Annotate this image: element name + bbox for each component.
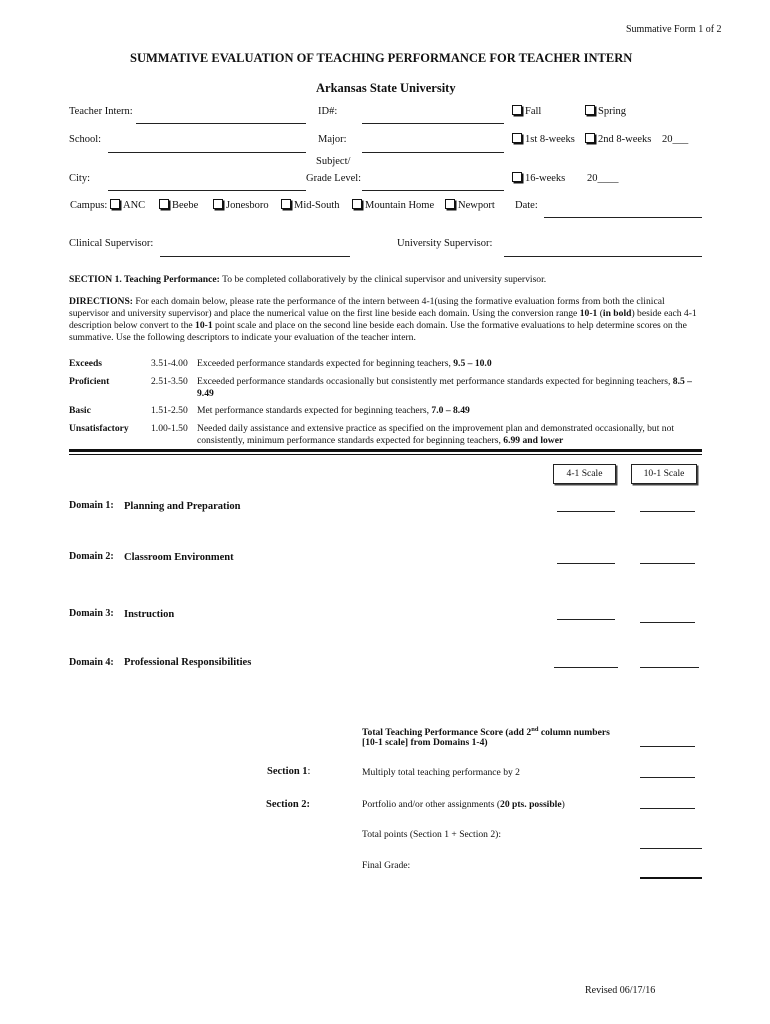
level-label: Exceeds	[69, 358, 103, 369]
subject-grade-field[interactable]	[362, 190, 504, 191]
directions-paragraph	[69, 296, 705, 344]
spring-checkbox[interactable]	[585, 105, 626, 117]
section1-heading-bold: SECTION 1. Teaching Performance:	[69, 274, 220, 285]
id-label: ID#:	[318, 106, 338, 117]
level-description	[197, 405, 705, 417]
subject-label: Subject/	[316, 156, 351, 167]
campus-anc-label: ANC	[123, 200, 146, 211]
fall-checkbox[interactable]	[512, 105, 541, 117]
portfolio-text-a: Portfolio and/or other assignments (	[362, 799, 501, 810]
total-score-text-a: Total Teaching Performance Score (add 2	[362, 727, 532, 739]
level-desc-text: Exceeded performance standards occasionally but consistently met performance standards expected for beginning teachers,	[197, 376, 673, 387]
directions-text-g: point scale and place on the second line beside each domain. Use the formative evaluations to help determine scores on the summative. Use the following descriptors to indicate your evaluation of the teacher intern.	[69, 320, 687, 343]
domain-4-score-4[interactable]	[554, 667, 618, 668]
total-points-label: Total points (Section 1 + Section 2):	[362, 829, 502, 840]
portfolio-text-b: 20 pts. possible	[500, 799, 562, 810]
sixteen-weeks-label: 16-weeks	[525, 173, 566, 184]
section1-label-colon: :	[307, 766, 311, 777]
scale-10-1-header: 10-1 Scale	[631, 464, 697, 484]
level-proficient	[69, 376, 709, 402]
teacher-intern-field[interactable]	[136, 123, 306, 124]
sixteen-weeks-checkbox[interactable]	[512, 172, 565, 184]
level-description	[197, 423, 705, 447]
section-divider	[69, 449, 702, 452]
fall-checkbox-box[interactable]	[512, 105, 522, 115]
domain-2-score-10[interactable]	[640, 563, 695, 564]
multiply-label: Multiply total teaching performance by 2	[362, 767, 520, 778]
second-8-weeks-box[interactable]	[585, 133, 595, 143]
campus-midsouth-box[interactable]	[281, 199, 291, 209]
total-score-field[interactable]	[640, 746, 695, 747]
portfolio-label	[362, 799, 565, 811]
date-label: Date:	[515, 200, 538, 211]
first-8-weeks-label: 1st 8-weeks	[525, 134, 575, 145]
directions-text-e: ) beside each 4-1 description below convert to the	[69, 308, 697, 331]
domain-1-label: Domain 1:	[69, 500, 114, 511]
directions-text-f: 10-1	[195, 320, 213, 331]
total-score-label-line2: [10-1 scale] from Domains 1-4)	[362, 737, 488, 748]
level-label: Proficient	[69, 376, 110, 387]
level-range: 3.51-4.00	[151, 358, 188, 369]
level-desc-bold: 9.5 – 10.0	[453, 358, 492, 369]
section1-label	[267, 766, 310, 777]
domain-2-label: Domain 2:	[69, 551, 114, 562]
level-label: Basic	[69, 405, 91, 416]
level-range: 1.00-1.50	[151, 423, 188, 434]
domain-3-score-10[interactable]	[640, 622, 695, 623]
total-score-sup: nd	[531, 726, 539, 733]
school-label: School:	[69, 134, 102, 145]
final-grade-field[interactable]	[640, 877, 702, 879]
level-range: 2.51-3.50	[151, 376, 188, 387]
domain-2-score-4[interactable]	[557, 563, 615, 564]
city-field[interactable]	[108, 190, 306, 191]
directions-text-d: in bold	[602, 308, 632, 319]
year-blank-2[interactable]: 20____	[587, 173, 619, 184]
level-description	[197, 358, 705, 370]
campus-jonesboro-box[interactable]	[213, 199, 223, 209]
total-points-field[interactable]	[640, 848, 702, 849]
city-label: City:	[69, 173, 91, 184]
section2-label: Section 2:	[266, 799, 311, 810]
directions-text-c: (	[597, 308, 603, 319]
directions-text-a: For each domain below, please rate the performance of the intern between 4-1(using the formative evaluation forms from both the clinical supervisor and university supervisor) and place the numerical value on the first line beside each domain. Using the conversion range	[69, 296, 665, 319]
major-label: Major:	[318, 134, 347, 145]
campus-anc-checkbox[interactable]	[110, 199, 145, 211]
domain-3-score-4[interactable]	[557, 619, 615, 620]
campus-newport-box[interactable]	[445, 199, 455, 209]
domain-2-name: Classroom Environment	[124, 552, 234, 563]
campus-midsouth-label: Mid-South	[294, 200, 340, 211]
spring-checkbox-box[interactable]	[585, 105, 595, 115]
portfolio-text-c: )	[561, 799, 565, 810]
clinical-supervisor-field[interactable]	[160, 256, 350, 257]
scale-4-1-header: 4-1 Scale	[553, 464, 616, 484]
date-field[interactable]	[544, 217, 702, 218]
second-8-weeks-checkbox[interactable]	[585, 133, 651, 145]
level-desc-text: Met performance standards expected for beginning teachers,	[197, 405, 432, 416]
campus-jonesboro-label: Jonesboro	[226, 200, 269, 211]
section1-label-text: Section 1	[267, 766, 308, 777]
form-page-number: Summative Form 1 of 2	[626, 24, 722, 35]
major-field[interactable]	[362, 152, 504, 153]
domain-1-score-4[interactable]	[557, 511, 615, 512]
clinical-supervisor-label: Clinical Supervisor:	[69, 238, 154, 249]
level-exceeds	[69, 358, 709, 372]
level-desc-bold: 7.0 – 8.49	[431, 405, 470, 416]
section1-score-field[interactable]	[640, 777, 695, 778]
first-8-weeks-checkbox[interactable]	[512, 133, 575, 145]
level-desc-text: Exceeded performance standards expected for beginning teachers,	[197, 358, 454, 369]
campus-newport-checkbox[interactable]	[445, 199, 495, 211]
section2-score-field[interactable]	[640, 808, 695, 809]
campus-mountain-home-box[interactable]	[352, 199, 362, 209]
school-field[interactable]	[108, 152, 306, 153]
first-8-weeks-box[interactable]	[512, 133, 522, 143]
campus-beebe-box[interactable]	[159, 199, 169, 209]
campus-beebe-label: Beebe	[172, 200, 199, 211]
spring-label: Spring	[598, 106, 627, 117]
campus-anc-box[interactable]	[110, 199, 120, 209]
university-supervisor-field[interactable]	[504, 256, 702, 257]
domain-3-label: Domain 3:	[69, 608, 114, 619]
campus-jonesboro-checkbox[interactable]	[213, 199, 269, 211]
final-grade-label: Final Grade:	[362, 860, 411, 871]
university-name: Arkansas State University	[316, 81, 456, 95]
level-basic	[69, 405, 709, 419]
level-description	[197, 376, 705, 400]
section1-heading	[69, 274, 546, 285]
section1-heading-rest: To be completed collaboratively by the clinical supervisor and university supervisor.	[219, 274, 547, 285]
university-supervisor-label: University Supervisor:	[397, 238, 493, 249]
total-score-text-b: column numbers	[538, 727, 610, 739]
id-field[interactable]	[362, 123, 504, 124]
campus-mountain-home-label: Mountain Home	[365, 200, 435, 211]
campus-midsouth-checkbox[interactable]	[281, 199, 340, 211]
level-desc-bold: 8.5 – 9.49	[197, 376, 692, 399]
second-8-weeks-label: 2nd 8-weeks	[598, 134, 652, 145]
sixteen-weeks-box[interactable]	[512, 172, 522, 182]
campus-newport-label: Newport	[458, 200, 495, 211]
directions-label: DIRECTIONS:	[69, 296, 133, 307]
domain-4-score-10[interactable]	[640, 667, 699, 668]
level-label: Unsatisfactory	[69, 423, 129, 434]
domain-3-name: Instruction	[124, 609, 175, 620]
domain-1-name: Planning and Preparation	[124, 501, 241, 512]
grade-level-label: Grade Level:	[306, 173, 362, 184]
directions-text-b: 10-1	[579, 308, 598, 319]
year-blank-1[interactable]: 20___	[662, 134, 689, 145]
level-desc-text: Needed daily assistance and extensive practice as specified on the improvement plan and demonstrated occasionally, but not consistently, minimum performance standards expected for beginning teachers,	[197, 423, 675, 446]
campus-label: Campus:	[70, 200, 108, 211]
domain-1-score-10[interactable]	[640, 511, 695, 512]
domain-4-name: Professional Responsibilities	[124, 657, 252, 668]
teacher-intern-label: Teacher Intern:	[69, 106, 133, 117]
revised-date: Revised 06/17/16	[585, 985, 656, 996]
level-desc-bold: 6.99 and lower	[503, 435, 564, 446]
campus-beebe-checkbox[interactable]	[159, 199, 198, 211]
form-title: SUMMATIVE EVALUATION OF TEACHING PERFORMANCE FOR TEACHER INTERN	[130, 51, 633, 65]
campus-mountain-home-checkbox[interactable]	[352, 199, 434, 211]
section-divider-thin	[69, 454, 702, 455]
level-range: 1.51-2.50	[151, 405, 188, 416]
domain-4-label: Domain 4:	[69, 657, 114, 668]
level-unsatisfactory	[69, 423, 709, 449]
fall-label: Fall	[525, 106, 542, 117]
